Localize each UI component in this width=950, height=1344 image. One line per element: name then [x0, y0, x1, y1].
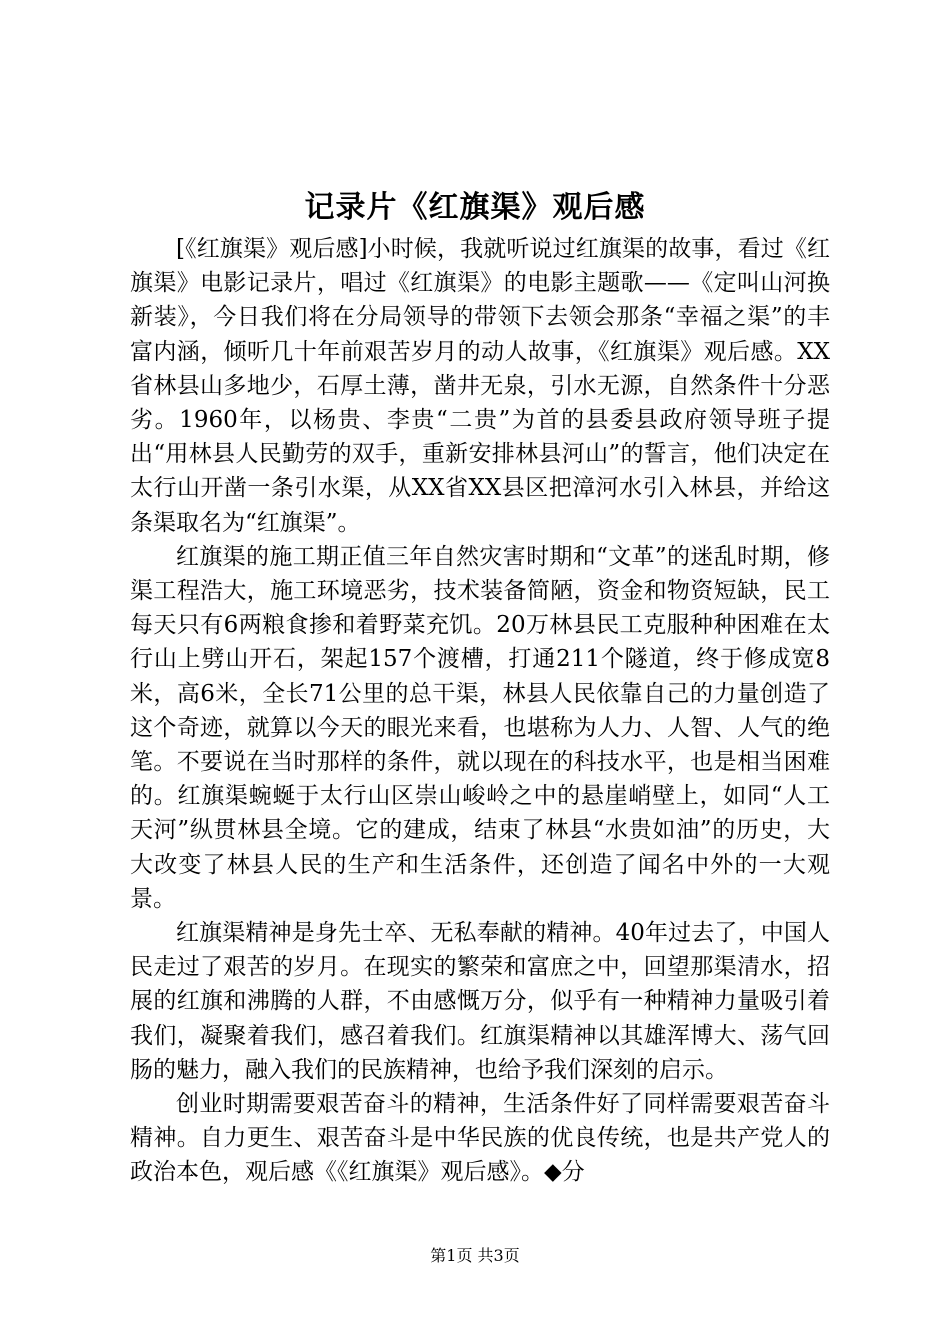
page-footer: 第1页 共3页: [430, 1246, 520, 1265]
document-body: [130, 232, 830, 1190]
paragraph-4: 创业时期需要艰苦奋斗的精神，生活条件好了同样需要艰苦奋斗精神。自力更生、艰苦奋斗是中华民族的优良传统，也是共产党人的政治本色，观后感《《红旗渠》观后感》。◆分: [130, 1091, 830, 1186]
paragraph-2: 红旗渠的施工期正值三年自然灾害时期和“文革”的迷乱时期，修渠工程浩大，施工环境恶劣，技术装备简陋，资金和物资短缺，民工每天只有6两粮食掺和着野菜充饥。20万林县民工克服种种困难在太行山上劈山开石，架起157个渡槽，打通211个隧道，终于修成宽8米，高6米，全长71公里的总干渠，林县人民依靠自己的力量创造了这个奇迹，就算以今天的眼光来看，也堪称为人力、人智、人气的绝笔。不要说在当时那样的条件，就以现在的科技水平，也是相当困难的。红旗渠蜿蜒于太行山区崇山峻岭之中的悬崖峭壁上，如同“人工天河”纵贯林县全境。它的建成，结束了林县“水贵如油”的历史，大大改变了林县人民的生产和生活条件，还创造了闻名中外的一大观景。: [130, 543, 830, 912]
document-title: 记录片《红旗渠》观后感: [304, 190, 646, 225]
paragraph-3: 红旗渠精神是身先士卒、无私奉献的精神。40年过去了，中国人民走过了艰苦的岁月。在现实的繁荣和富庶之中，回望那渠清水，招展的红旗和沸腾的人群，不由感慨万分，似乎有一种精神力量吸引着我们，凝聚着我们，感召着我们。红旗渠精神以其雄浑博大、荡气回肠的魅力，融入我们的民族精神，也给予我们深刻的启示。: [130, 920, 830, 1083]
paragraph-1: [《红旗渠》观后感]小时候，我就听说过红旗渠的故事，看过《红旗渠》电影记录片，唱过《红旗渠》的电影主题歌——《定叫山河换新装》，今日我们将在分局领导的带领下去领会那条“幸福之渠”的丰富内涵，倾听几十年前艰苦岁月的动人故事，《红旗渠》观后感。XX省林县山多地少，石厚土薄，凿井无泉，引水无源，自然条件十分恶劣。1960年，以杨贵、李贵“二贵”为首的县委县政府领导班子提出“用林县人民勤劳的双手，重新安排林县河山”的誓言，他们决定在太行山开凿一条引水渠，从XX省XX县区把漳河水引入林县，并给这条渠取名为“红旗渠”。: [130, 236, 830, 536]
